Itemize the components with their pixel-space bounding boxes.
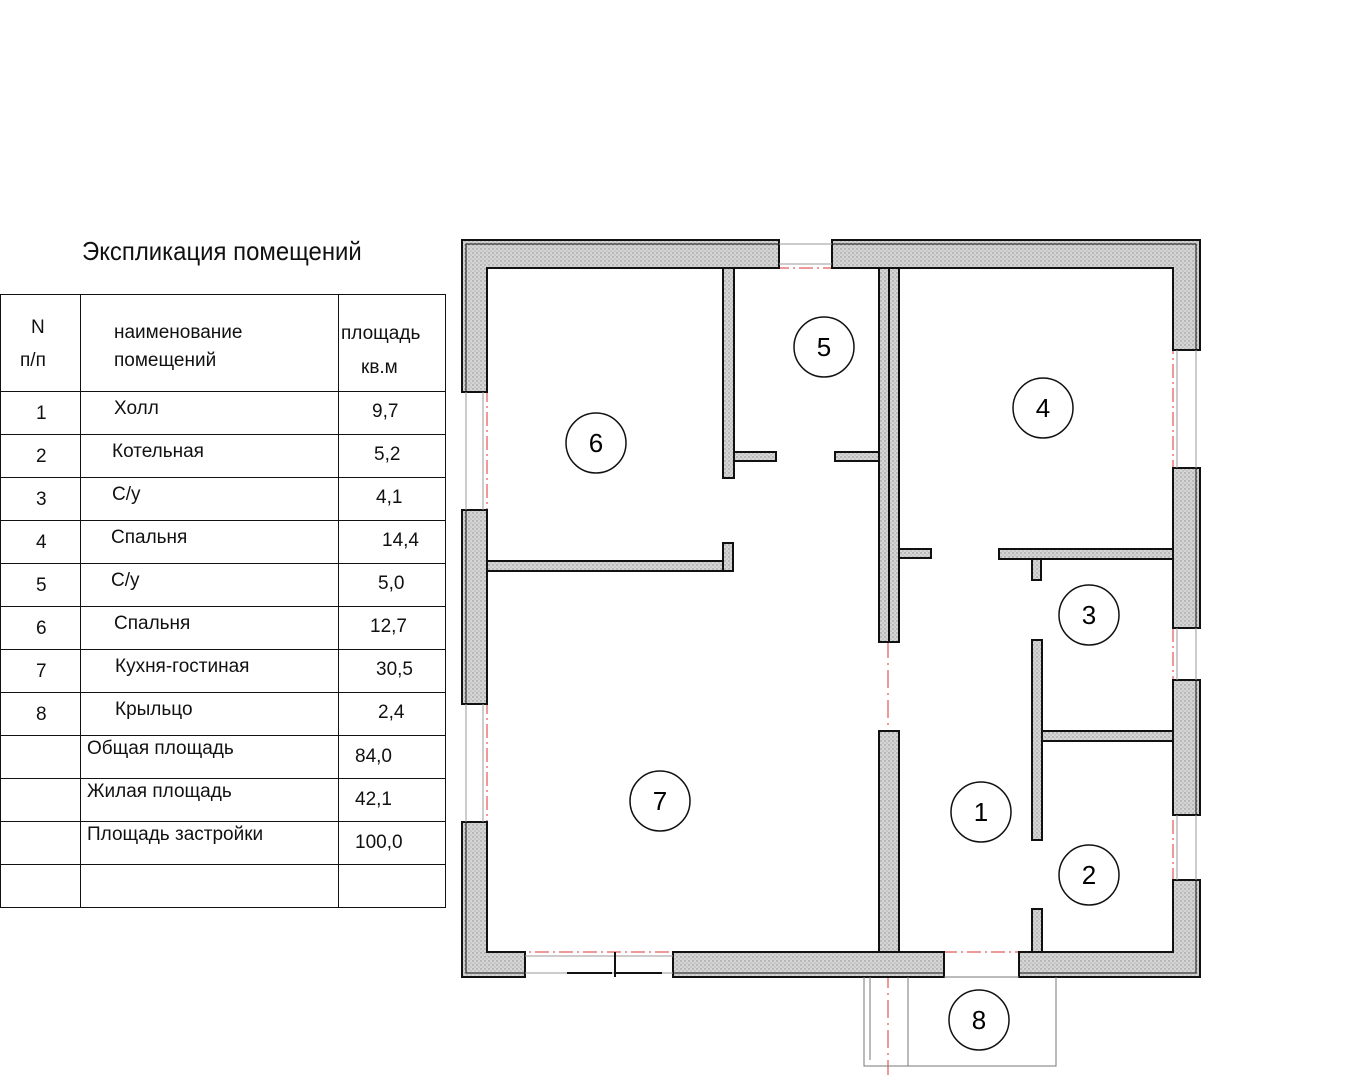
- svg-text:2: 2: [1081, 860, 1097, 890]
- header-area-line2: кв.м: [361, 357, 398, 378]
- row-name: Спальня: [111, 527, 188, 548]
- total-name: Площадь застройки: [87, 824, 264, 845]
- total-name: Жилая площадь: [87, 781, 232, 802]
- header-area-line1: площадь: [341, 323, 421, 344]
- row-name: Спальня: [114, 613, 191, 634]
- total-area: 100,0: [355, 832, 403, 853]
- row-name: Холл: [114, 398, 159, 419]
- explication-title: Экспликация помещений: [82, 236, 362, 266]
- row-num: 3: [36, 489, 47, 510]
- row-num: 2: [36, 446, 47, 467]
- svg-text:6: 6: [588, 428, 604, 458]
- row-area: 9,7: [372, 401, 399, 422]
- row-area: 5,2: [374, 444, 401, 465]
- row-num: 4: [36, 532, 47, 553]
- room-label-1: [951, 782, 1011, 842]
- svg-text:1: 1: [973, 797, 989, 827]
- row-name: Котельная: [112, 441, 204, 462]
- row-num: 6: [36, 618, 47, 639]
- row-area: 14,4: [382, 530, 419, 551]
- room-label-2: [1059, 845, 1119, 905]
- room-label-4: [1013, 378, 1073, 438]
- header-num-line2: п/п: [20, 350, 46, 371]
- room-label-6: [566, 413, 626, 473]
- room-label-7: [630, 771, 690, 831]
- row-area: 12,7: [370, 616, 407, 637]
- row-num: 7: [36, 661, 47, 682]
- row-num: 5: [36, 575, 47, 596]
- row-name: Кухня-гостиная: [115, 656, 250, 677]
- row-num: 8: [36, 704, 47, 725]
- header-name-line1: наименование: [114, 322, 243, 343]
- row-num: 1: [36, 403, 47, 424]
- total-area: 84,0: [355, 746, 392, 767]
- total-name: Общая площадь: [87, 738, 234, 759]
- svg-text:8: 8: [971, 1005, 987, 1035]
- room-label-3: [1059, 585, 1119, 645]
- row-area: 5,0: [378, 573, 405, 594]
- row-area: 30,5: [376, 659, 413, 680]
- header-num-line1: N: [31, 317, 45, 338]
- svg-text:7: 7: [652, 786, 668, 816]
- row-name: С/у: [112, 484, 141, 505]
- row-area: 2,4: [378, 702, 405, 723]
- room-label-8: [949, 990, 1009, 1050]
- total-area: 42,1: [355, 789, 392, 810]
- row-name: Крыльцо: [115, 699, 193, 720]
- row-name: С/у: [111, 570, 140, 591]
- room-label-5: [794, 317, 854, 377]
- svg-text:3: 3: [1081, 600, 1097, 630]
- svg-text:4: 4: [1035, 393, 1051, 423]
- header-name-line2: помещений: [114, 350, 217, 371]
- svg-text:5: 5: [816, 332, 832, 362]
- row-area: 4,1: [376, 487, 403, 508]
